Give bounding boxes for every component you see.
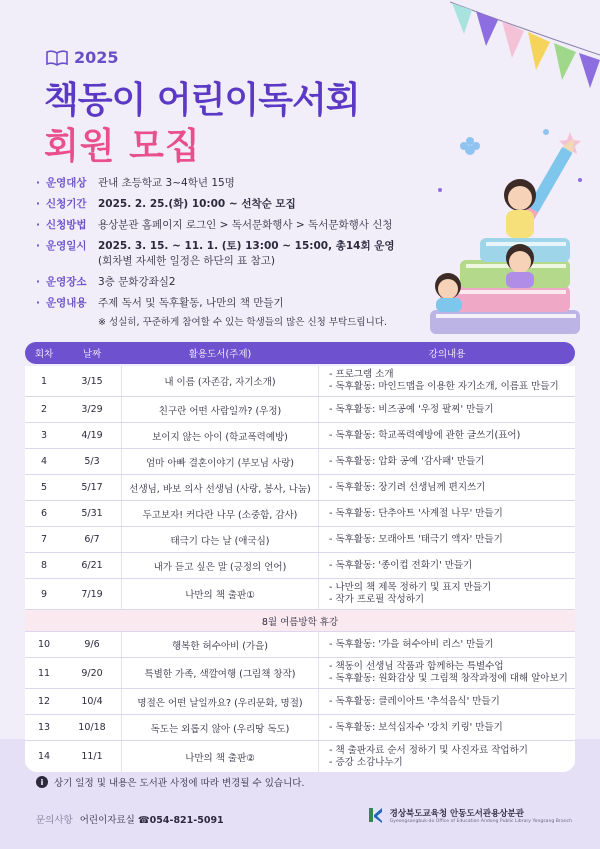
cell-book: 두고보자! 커다란 나무 (소중함, 감사) xyxy=(121,501,319,526)
cell-content xyxy=(319,508,575,520)
info-list xyxy=(36,176,436,328)
table-row xyxy=(25,715,575,741)
info-value: 주제 독서 및 독후활동, 나만의 책 만들기 xyxy=(98,297,284,309)
info-label: 신청방법 xyxy=(46,219,87,231)
info-label: 운영대상 xyxy=(46,177,87,189)
header-cell: 날짜 xyxy=(82,349,102,360)
notice-text: 상기 일정 및 내용은 도서관 사정에 따라 변경될 수 있습니다. xyxy=(54,778,305,789)
info-row-place: · 운영장소 3층 문화강좌실2 xyxy=(36,276,176,288)
content-line: - 독후활동: 단추아트 '사계절 나무' 만들기 xyxy=(329,507,503,519)
contact-label: 문의사항 xyxy=(36,815,73,826)
cell-book: 나만의 책 출판② xyxy=(121,741,319,772)
cell-session: 7 xyxy=(40,534,48,545)
info-value: 3층 문화강좌실2 xyxy=(98,276,176,288)
cell-session: 8 xyxy=(40,560,48,571)
cell-session: 9 xyxy=(40,588,48,600)
cell-date: 5/31 xyxy=(81,508,103,519)
cell-session: 1 xyxy=(40,375,48,387)
content-line: - 독후활동: '종이컵 전화기' 만들기 xyxy=(329,559,473,571)
table-body xyxy=(25,366,575,772)
cell-date: 5/17 xyxy=(81,482,103,493)
content-line: - 독후활동: 비즈공예 '우정 팔찌' 만들기 xyxy=(329,403,494,415)
info-label: 운영장소 xyxy=(46,276,87,288)
info-value: 용상분관 홈페이지 로그인 > 독서문화행사 > 독서문화행사 신청 xyxy=(98,219,393,231)
table-row xyxy=(25,579,575,610)
cell-date: 9/6 xyxy=(84,639,100,650)
info-value-sub: (회차별 자세한 일정은 하단의 표 참고) xyxy=(98,255,276,267)
cell-date: 6/7 xyxy=(84,534,100,545)
cell-session: 14 xyxy=(37,751,51,762)
organization xyxy=(368,806,572,824)
cell-book: 선생님, 바보 의사 선생님 (사랑, 봉사, 나눔) xyxy=(121,475,319,500)
content-line: - 독후활동: 압화 공예 '감사패' 만들기 xyxy=(329,455,485,467)
info-row-target: · 운영대상 관내 초등학교 3~4학년 15명 xyxy=(36,177,235,189)
bunting-decoration xyxy=(450,0,600,90)
year-row xyxy=(46,48,119,67)
header-cell: 회차 xyxy=(34,349,54,360)
content-line: - 독후활동: 원화감상 및 그림책 창작과정에 대해 알아보기 xyxy=(329,673,568,684)
contact-name: 어린이자료실 xyxy=(79,815,135,826)
cell-date: 10/18 xyxy=(78,722,106,733)
cell-content xyxy=(319,639,575,651)
cell-content xyxy=(319,482,575,494)
cell-date: 3/15 xyxy=(81,375,103,387)
title-line-2: 회원 모집 xyxy=(44,126,201,167)
table-row xyxy=(25,741,575,772)
break-row xyxy=(25,610,575,632)
info-row-period: · 신청기간 2025. 2. 25.(화) 10:00 ~ 선착순 모집 xyxy=(36,198,296,210)
open-book-icon xyxy=(46,50,68,66)
info-value: 2025. 2. 25.(화) 10:00 ~ 선착순 모집 xyxy=(98,198,296,210)
cell-content xyxy=(319,582,575,606)
organization-name-en: Gyeongsangbuk-do Office of Education Andong Public Library Yongsang Branch xyxy=(389,818,572,824)
schedule-table xyxy=(25,342,575,772)
table-row xyxy=(25,397,575,423)
cell-book: 친구란 어떤 사람일까? (우정) xyxy=(121,397,319,422)
info-label: 운영내용 xyxy=(46,297,87,309)
kids-on-books-illustration xyxy=(420,110,590,345)
cell-session: 5 xyxy=(40,482,48,493)
table-row xyxy=(25,449,575,475)
content-line: - 증강 소감나누기 xyxy=(329,756,403,768)
cell-book: 독도는 외롭지 않아 (우리땅 독도) xyxy=(121,715,319,740)
info-value: 2025. 3. 15. ~ 11. 1. (토) 13:00 ~ 15:00, 총14회 운영 xyxy=(98,240,395,252)
contact-phone: ☎054-821-5091 xyxy=(137,815,224,826)
cell-session: 4 xyxy=(40,456,48,467)
content-line: - 프로그램 소개 xyxy=(329,369,394,380)
contact xyxy=(36,812,224,826)
content-line: - 독후활동: 클레이아트 '추석음식' 만들기 xyxy=(329,695,500,707)
content-line: - 독후활동: 장기려 선생님께 편지쓰기 xyxy=(329,481,486,493)
cell-date: 4/19 xyxy=(81,430,103,441)
cell-content xyxy=(319,745,575,769)
cell-book: 태극기 다는 날 (애국심) xyxy=(121,527,319,552)
cell-content xyxy=(319,696,575,708)
cell-book: 내가 듣고 싶은 말 (긍정의 언어) xyxy=(121,553,319,578)
content-line: - 작가 프로필 작성하기 xyxy=(329,594,425,605)
cell-book: 보이지 않는 아이 (학교폭력예방) xyxy=(121,423,319,448)
cell-book: 나만의 책 출판① xyxy=(121,579,319,609)
cell-date: 9/20 xyxy=(81,667,103,679)
header-cell: 활용도서(주제) xyxy=(188,349,252,360)
table-row xyxy=(25,553,575,579)
cell-content xyxy=(319,534,575,546)
cell-date: 10/4 xyxy=(81,696,103,707)
cell-book: 내 이름 (자존감, 자기소개) xyxy=(121,366,319,396)
cell-session: 13 xyxy=(37,722,51,733)
cell-content xyxy=(319,404,575,416)
cell-book: 엄마 아빠 결혼이야기 (부모님 사랑) xyxy=(121,449,319,474)
cell-content xyxy=(319,560,575,572)
content-line: - 독후활동: '가을 허수아비 리스' 만들기 xyxy=(329,638,494,650)
break-label: 8월 여름방학 휴강 xyxy=(261,616,339,628)
cell-date: 3/29 xyxy=(81,404,103,415)
cell-book: 명절은 어떤 날일까요? (우리문화, 명절) xyxy=(121,689,319,714)
content-line: - 나만의 책 제목 정하기 및 표지 만들기 xyxy=(329,582,492,593)
content-line: - 책동이 선생님 작품과 함께하는 특별수업 xyxy=(329,661,504,672)
content-line: - 독후활동: 마인드맵을 이용한 자기소개, 이름표 만들기 xyxy=(329,381,559,392)
info-row-content: · 운영내용 주제 독서 및 독후활동, 나만의 책 만들기 xyxy=(36,297,284,309)
table-row xyxy=(25,501,575,527)
info-icon: i xyxy=(36,776,48,788)
content-line: - 책 출판자료 순서 정하기 및 사진자료 작업하기 xyxy=(329,744,528,756)
content-line: - 독후활동: 모래아트 '태극기 액자' 만들기 xyxy=(329,533,503,545)
table-row xyxy=(25,658,575,689)
cell-book: 행복한 허수아비 (가을) xyxy=(121,632,319,657)
cell-session: 12 xyxy=(37,696,51,707)
cell-session: 2 xyxy=(40,404,48,415)
cell-session: 11 xyxy=(37,667,51,679)
cell-date: 6/21 xyxy=(81,560,103,571)
cell-content xyxy=(319,369,575,393)
title-line-1: 책동이 어린이독서회 xyxy=(44,80,360,121)
cell-session: 3 xyxy=(40,430,48,441)
info-row-schedule: · 운영일시 2025. 3. 15. ~ 11. 1. (토) 13:00 ~ 15:00, 총14회 운영 (회차별 자세한 일정은 하단의 표 참고) xyxy=(36,240,395,267)
table-row xyxy=(25,366,575,397)
header-cell: 강의내용 xyxy=(428,349,466,360)
cell-book: 특별한 가족, 색깔여행 (그림책 창작) xyxy=(121,658,319,688)
cell-session: 10 xyxy=(37,639,51,650)
cell-content xyxy=(319,430,575,442)
info-value: 관내 초등학교 3~4학년 15명 xyxy=(98,177,235,189)
table-header xyxy=(25,342,575,364)
year-label: 2025 xyxy=(74,48,119,67)
cell-content xyxy=(319,456,575,468)
cell-date: 5/3 xyxy=(84,456,100,467)
info-row-method: · 신청방법 용상분관 홈페이지 로그인 > 독서문화행사 > 독서문화행사 신청 xyxy=(36,219,393,231)
table-row xyxy=(25,632,575,658)
cell-date: 7/19 xyxy=(81,588,103,600)
cell-content xyxy=(319,661,575,685)
table-row xyxy=(25,689,575,715)
notice xyxy=(36,775,304,789)
cell-date: 11/1 xyxy=(81,751,103,762)
organization-name: 경상북도교육청 안동도서관용상분관 xyxy=(389,808,524,819)
table-row xyxy=(25,475,575,501)
info-label: 신청기간 xyxy=(46,198,87,210)
organization-logo-icon xyxy=(368,806,384,824)
table-row xyxy=(25,527,575,553)
cell-content xyxy=(319,722,575,734)
table-row xyxy=(25,423,575,449)
info-label: 운영일시 xyxy=(46,240,87,252)
cell-session: 6 xyxy=(40,508,48,519)
content-line: - 독후활동: 학교폭력예방에 관한 글쓰기(표어) xyxy=(329,429,521,441)
content-line: - 독후활동: 보석십자수 '강치 키링' 만들기 xyxy=(329,721,503,733)
info-note: ※ 성실히, 꾸준하게 참여할 수 있는 학생들의 많은 신청 부탁드립니다. xyxy=(98,317,387,328)
